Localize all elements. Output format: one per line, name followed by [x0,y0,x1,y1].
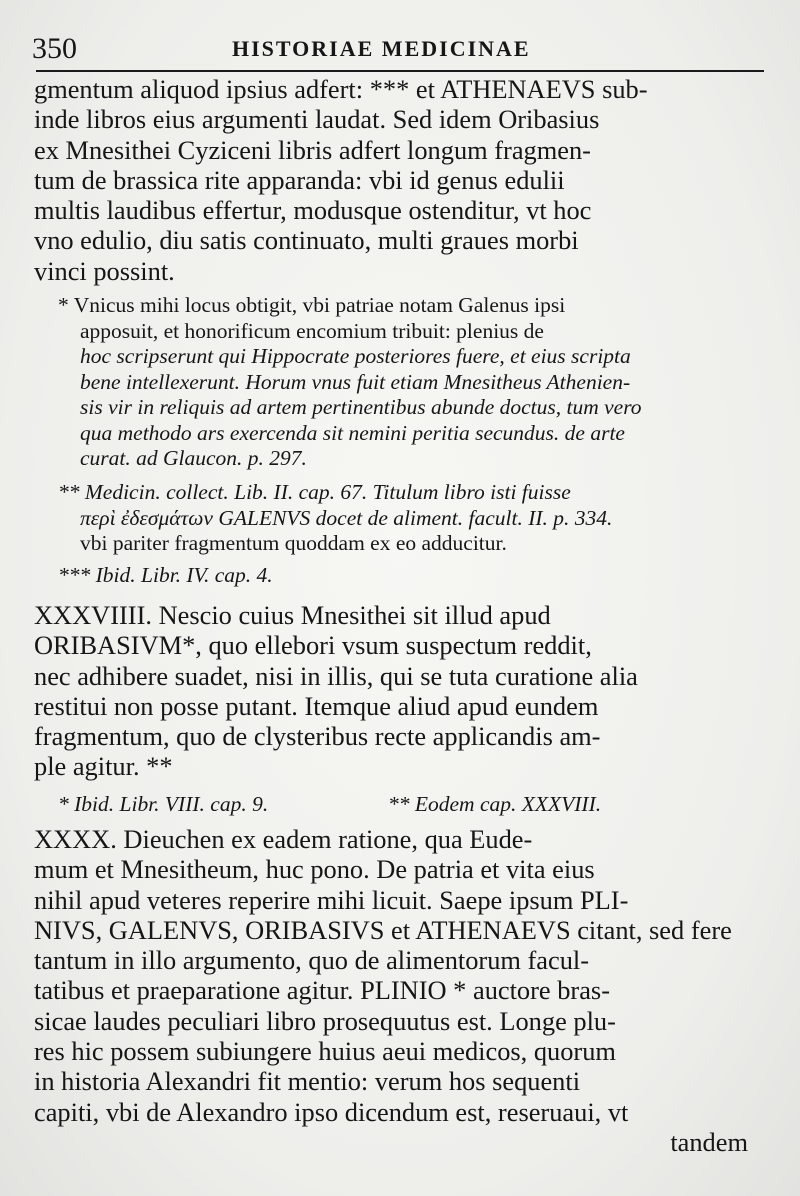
text-line: vinci possint. [34,255,175,286]
footnote-line: *** Ibid. Libr. IV. cap. 4. [58,563,273,587]
text-line: nihil apud veteres reperire mihi licuit. Saepe ipsum PLI- [34,884,629,915]
footnote-line: qua methodo ars exercenda sit nemini peritia secundus. de arte [80,420,625,445]
footnote-line: apposuit, et honorificum encomium tribuit: plenius de [80,318,544,343]
text-line: capiti, vbi de Alexandro ipso dicendum est, reseruaui, vt [34,1096,629,1127]
section-xxxviiii [34,600,766,782]
text-line: tatibus et praeparatione agitur. PLINIO * auctore bras- [34,975,610,1006]
footnote-line: hoc scripserunt qui Hippocrate posteriores fuere, et eius scripta [80,344,631,368]
footnote-line: bene intellexerunt. Horum vnus fuit etiam Mnesitheus Athenien- [80,369,631,394]
footnote-line: ** Medicin. collect. Lib. II. cap. 67. Titulum libro isti fuisse [58,480,571,504]
text-line: gmentum aliquod ipsius adfert: *** et ATHENAEVS sub- [34,74,648,104]
text-line: fragmentum, quo de clysteribus recte applicandis am- [34,721,601,752]
text-line: restitui non posse putant. Itemque aliud apud eundem [34,690,599,721]
page-number: 350 [32,32,77,65]
page-header [32,26,762,66]
footnote-line: περὶ ἐδεσμάτων GALENVS docet de aliment. facult. II. p. 334. [80,505,613,530]
text-line: tantum in illo argumento, quo de alimentorum facul- [34,945,590,976]
running-title: HISTORIAE MEDICINAE [232,36,531,61]
footnote-1 [58,293,766,472]
text-line: NIVS, GALENVS, ORIBASIVS et ATHENAEVS citant, sed fere [34,914,732,945]
footnote-left: * Ibid. Libr. VIII. cap. 9. [58,792,269,816]
text-line: tum de brassica rite apparanda: vbi id genus edulii [34,164,565,195]
footnote-line: sis vir in reliquis ad artem pertinentibus abunde doctus, tum vero [80,395,642,419]
text-line: in historia Alexandri fit mentio: verum hos sequenti [34,1066,581,1097]
footnote-right: ** Eodem cap. XXXVIII. [388,792,602,816]
text-line: XXXX. Dieuchen ex eadem ratione, qua Eude- [34,824,533,854]
text-line: ple agitur. ** [34,751,173,782]
text-line: mum et Mnesitheum, huc pono. De patria et vita eius [34,854,595,885]
footnote-4 [58,792,766,818]
footnote-3 [58,563,766,589]
footnote-line: * Vnicus mihi locus obtigit, vbi patriae notam Galenus ipsi [58,293,566,317]
catchword: tandem [670,1126,748,1157]
footnote-2 [58,480,766,557]
section-xxxx [34,824,766,1157]
paragraph-continuation [34,74,766,286]
text-line: inde libros eius argumenti laudat. Sed idem Oribasius [34,104,600,135]
footnote-line: vbi pariter fragmentum quoddam ex eo adducitur. [80,531,507,555]
text-line: nec adhibere suadet, nisi in illis, qui se tuta curatione alia [34,660,638,691]
text-line: res hic possem subiungere huius aeui medicos, quorum [34,1036,616,1067]
text-line: ex Mnesithei Cyziceni libris adfert longum fragmen- [34,134,591,165]
header-rule [36,70,764,72]
text-line: multis laudibus effertur, modusque ostenditur, vt hoc [34,195,592,226]
text-line: vno edulio, diu satis continuato, multi graues morbi [34,225,579,256]
footnote-line: curat. ad Glaucon. p. 297. [80,446,307,470]
text-line: XXXVIIII. Nescio cuius Mnesithei sit illud apud [34,600,551,630]
text-line: sicae laudes peculiari libro prosequutus est. Longe plu- [34,1005,616,1036]
text-line: ORIBASIVM*, quo ellebori vsum suspectum reddit, [34,630,592,661]
